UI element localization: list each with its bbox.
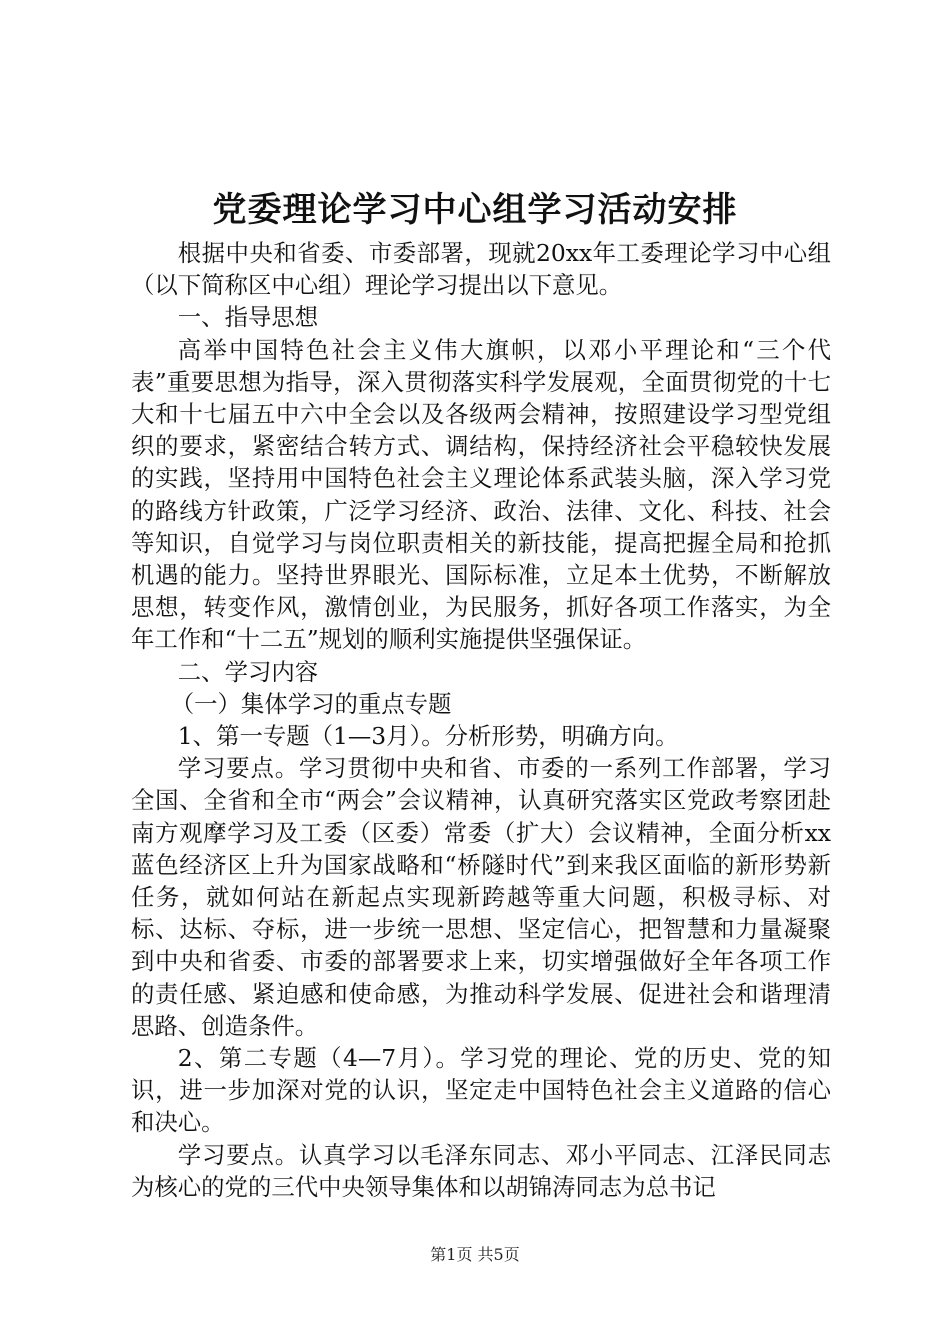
- page-footer: 第1页 共5页: [430, 1245, 520, 1264]
- section-heading-study-content: 二、学习内容: [177, 657, 319, 686]
- topic-one-heading: 1、第一专题（1—3月）。分析形势，明确方向。: [177, 722, 679, 751]
- section-heading-guiding-thought: 一、指导思想: [177, 303, 319, 332]
- subsection-heading-key-topics: （一）集体学习的重点专题: [170, 689, 452, 718]
- intro-paragraph: 根据中央和省委、市委部署，现就20xx年工委理论学习中心组（以下简称区中心组）理论学习提出以下意见。: [131, 239, 831, 300]
- topic-two-points-paragraph: 学习要点。认真学习以毛泽东同志、邓小平同志、江泽民同志为核心的党的三代中央领导集体和以胡锦涛同志为总书记: [131, 1140, 831, 1201]
- document-body: [131, 237, 831, 1203]
- guiding-thought-paragraph: 高举中国特色社会主义伟大旗帜，以邓小平理论和“三个代表”重要思想为指导，深入贯彻落实科学发展观，全面贯彻党的十七大和十七届五中六中全会以及各级两会精神，按照建设学习型党组织的要求，紧密结合转方式、调结构，保持经济社会平稳较快发展的实践，坚持用中国特色社会主义理论体系武装头脑，深入学习党的路线方针政策，广泛学习经济、政治、法律、文化、科技、社会等知识，自觉学习与岗位职责相关的新技能，提高把握全局和抢抓机遇的能力。坚持世界眼光、国际标准，立足本土优势，不断解放思想，转变作风，激情创业，为民服务，抓好各项工作落实，为全年工作和“十二五”规划的顺利实施提供坚强保证。: [131, 335, 831, 654]
- document-title: 党委理论学习中心组学习活动安排: [212, 190, 738, 230]
- topic-one-points-paragraph: 学习要点。学习贯彻中央和省、市委的一系列工作部署，学习全国、全省和全市“两会”会议精神，认真研究落实区党政考察团赴南方观摩学习及工委（区委）常委（扩大）会议精神，全面分析xx蓝色经济区上升为国家战略和“桥隧时代”到来我区面临的新形势新任务，就如何站在新起点实现新跨越等重大问题，积极寻标、对标、达标、夺标，进一步统一思想、坚定信心，把智慧和力量凝聚到中央和省委、市委的部署要求上来，切实增强做好全年各项工作的责任感、紧迫感和使命感，为推动科学发展、促进社会和谐理清思路、创造条件。: [131, 754, 831, 1040]
- topic-two-heading: 2、第二专题（4—7月）。学习党的理论、党的历史、党的知识，进一步加深对党的认识，坚定走中国特色社会主义道路的信心和决心。: [131, 1044, 831, 1137]
